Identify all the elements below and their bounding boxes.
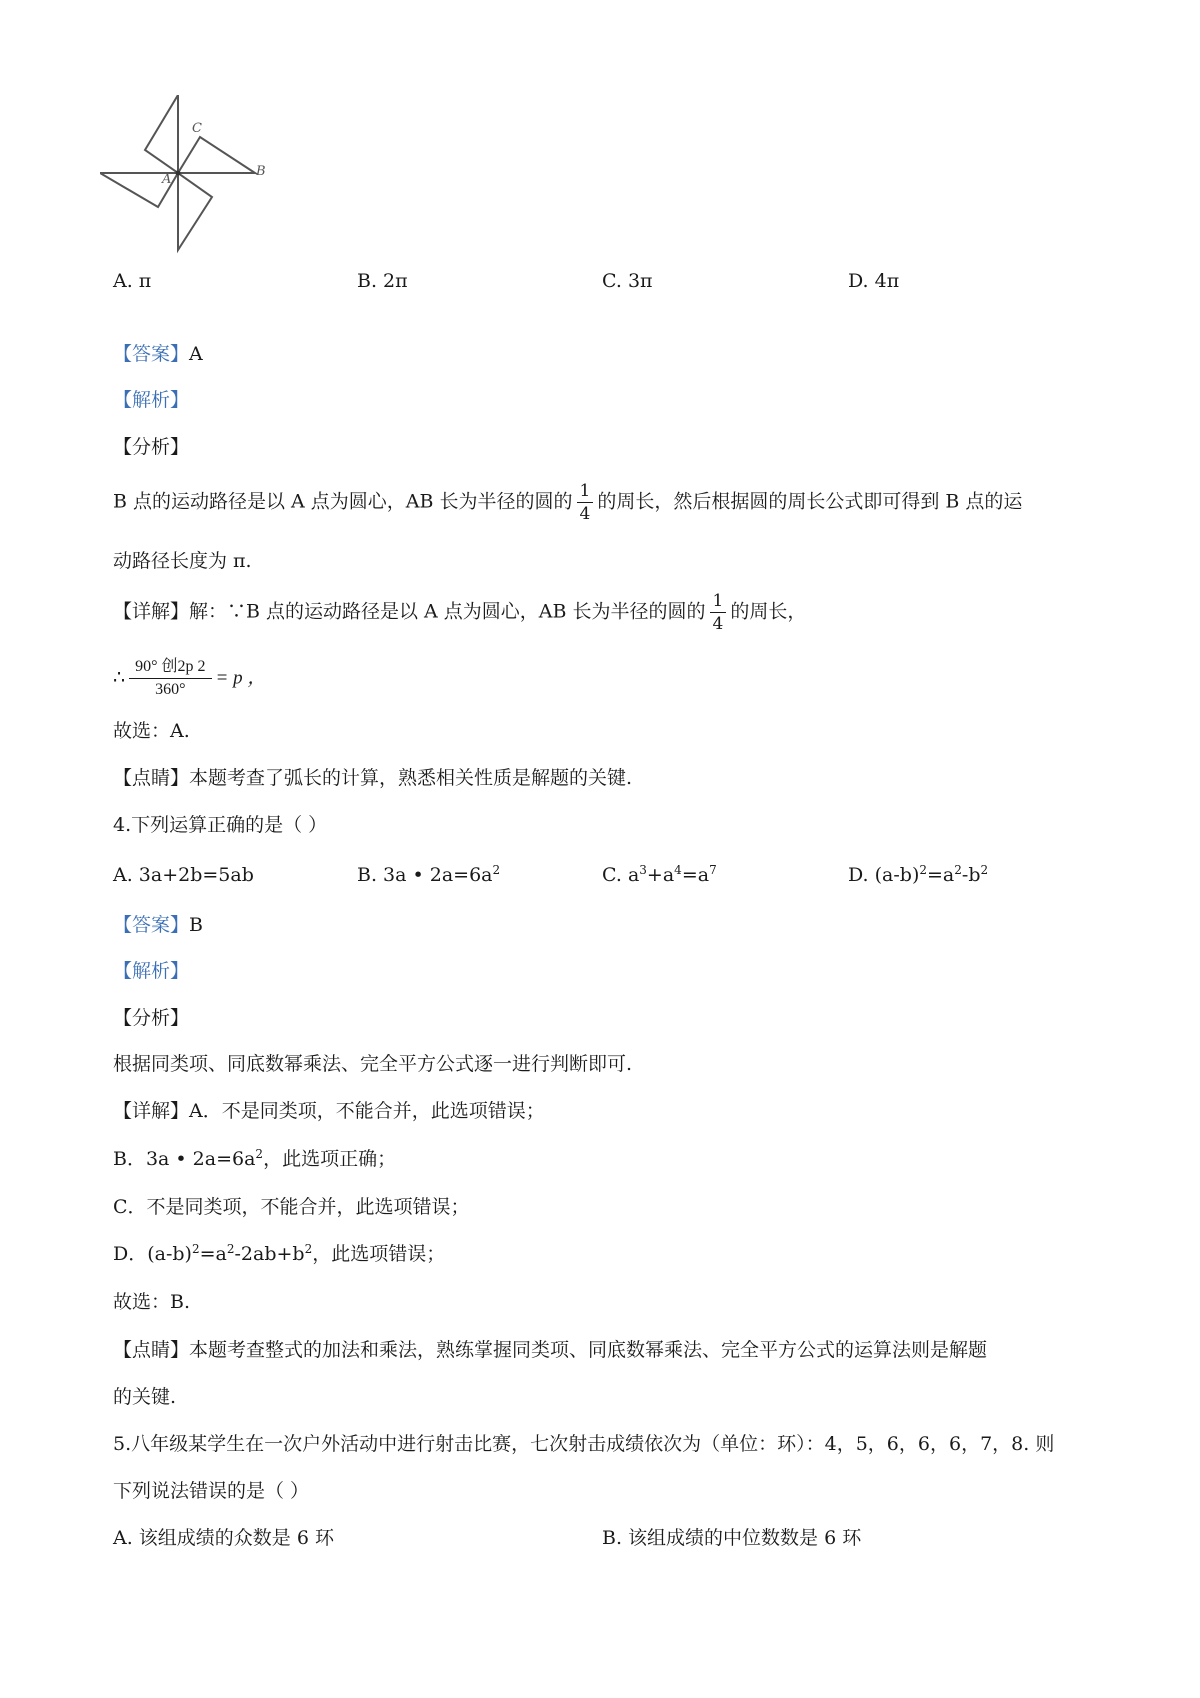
q3-fenxi-tag: 【分析】 [113,436,190,458]
answer-value: B [189,914,203,936]
q4-question: 4.下列运算正确的是（ ） [113,814,328,836]
q3-formula-line: ∴ $\frac{\text{90° 创2p 2}}{360^\circ}$ = p ， [113,656,266,701]
q3-dianjing-line: 【点睛】本题考查了弧长的计算，熟悉相关性质是解题的关键. [113,767,633,789]
q3-choose-line: 故选：A. [113,720,190,742]
q5-option-a: A. 该组成绩的众数是 6 环 [113,1527,334,1549]
pinwheel-figure [100,95,280,255]
answer-tag: 【答案】 [113,343,190,365]
q5-option-b: B. 该组成绩的中位数数是 6 环 [602,1527,862,1549]
answer-tag: 【答案】 [113,914,190,936]
q4-option-a: A. 3a+2b=5ab [113,864,254,886]
figure-blade-top [145,95,178,173]
answer-value: A [189,343,203,365]
q4-choose-line: 故选：B. [113,1291,191,1313]
q3-option-d: D. 4π [848,270,900,292]
q3-jiexi-tag: 【解析】 [113,389,190,411]
q4-detail-c: C．不是同类项，不能合并，此选项错误； [113,1196,470,1218]
q4-detail-a: 【详解】A．不是同类项，不能合并，此选项错误； [113,1100,545,1122]
figure-label-a: A [162,172,172,187]
q3-xiangjie-line: 【详解】解：∵B 点的运动路径是以 A 点为圆心，AB 长为半径的圆的 $\frac{1}{4}$ 的周长， [113,591,807,634]
q4-answer-line [113,912,203,938]
q4-detail-b: B．3a • $2a=6a^2$，此选项正确； [113,1147,397,1170]
fraction-one-quarter: $\frac{1}{4}$ [577,480,594,525]
q4-option-c: C. $a^3+a^4=a^7$ [602,863,717,886]
q3-fenxi-line-2: 动路径长度为 π. [113,550,252,572]
figure-center-point [176,171,181,176]
figure-blade-right [178,137,255,173]
q4-detail-d: D．$(a-b)^2=a^2-2ab+b^2$，此选项错误； [113,1242,446,1265]
q3-option-c: C. 3π [602,270,653,292]
q4-jiexi-tag: 【解析】 [113,960,190,982]
q4-option-d: D. $(a-b)^2=a^2-b^2$ [848,863,989,886]
figure-label-c: C [192,121,202,136]
q4-dianjing-line-1: 【点睛】本题考查整式的加法和乘法，熟练掌握同类项、同底数幂乘法、完全平方公式的运算法则是解题 [113,1339,988,1361]
q3-answer-line [113,341,203,367]
figure-blade-bottom [178,173,212,250]
q3-fenxi-line-1: B 点的运动路径是以 A 点为圆心，AB 长为半径的圆的 $\frac{1}{4}$ 的周长，然后根据圆的周长公式即可得到 B 点的运 [113,481,1023,524]
q5-question-line-1: 5.八年级某学生在一次户外活动中进行射击比赛，七次射击成绩依次为（单位：环）：4，5，6，6，6，7，8. 则 [113,1433,1055,1455]
q4-dianjing-line-2: 的关键. [113,1386,177,1408]
figure-label-b: B [256,164,266,179]
fraction-one-quarter: $\frac{1}{4}$ [710,590,727,635]
arc-length-fraction: $\frac{\text{90° 创2p 2}}{360^\circ}$ [129,656,211,701]
q3-option-b: B. 2π [357,270,408,292]
q4-fenxi-text: 根据同类项、同底数幂乘法、完全平方公式逐一进行判断即可. [113,1053,633,1075]
q3-option-a: A. π [113,270,152,292]
q4-fenxi-tag: 【分析】 [113,1007,190,1029]
q4-option-b: B. 3a • $2a=6a^2$ [357,863,501,886]
q5-question-line-2: 下列说法错误的是（ ） [113,1480,310,1502]
